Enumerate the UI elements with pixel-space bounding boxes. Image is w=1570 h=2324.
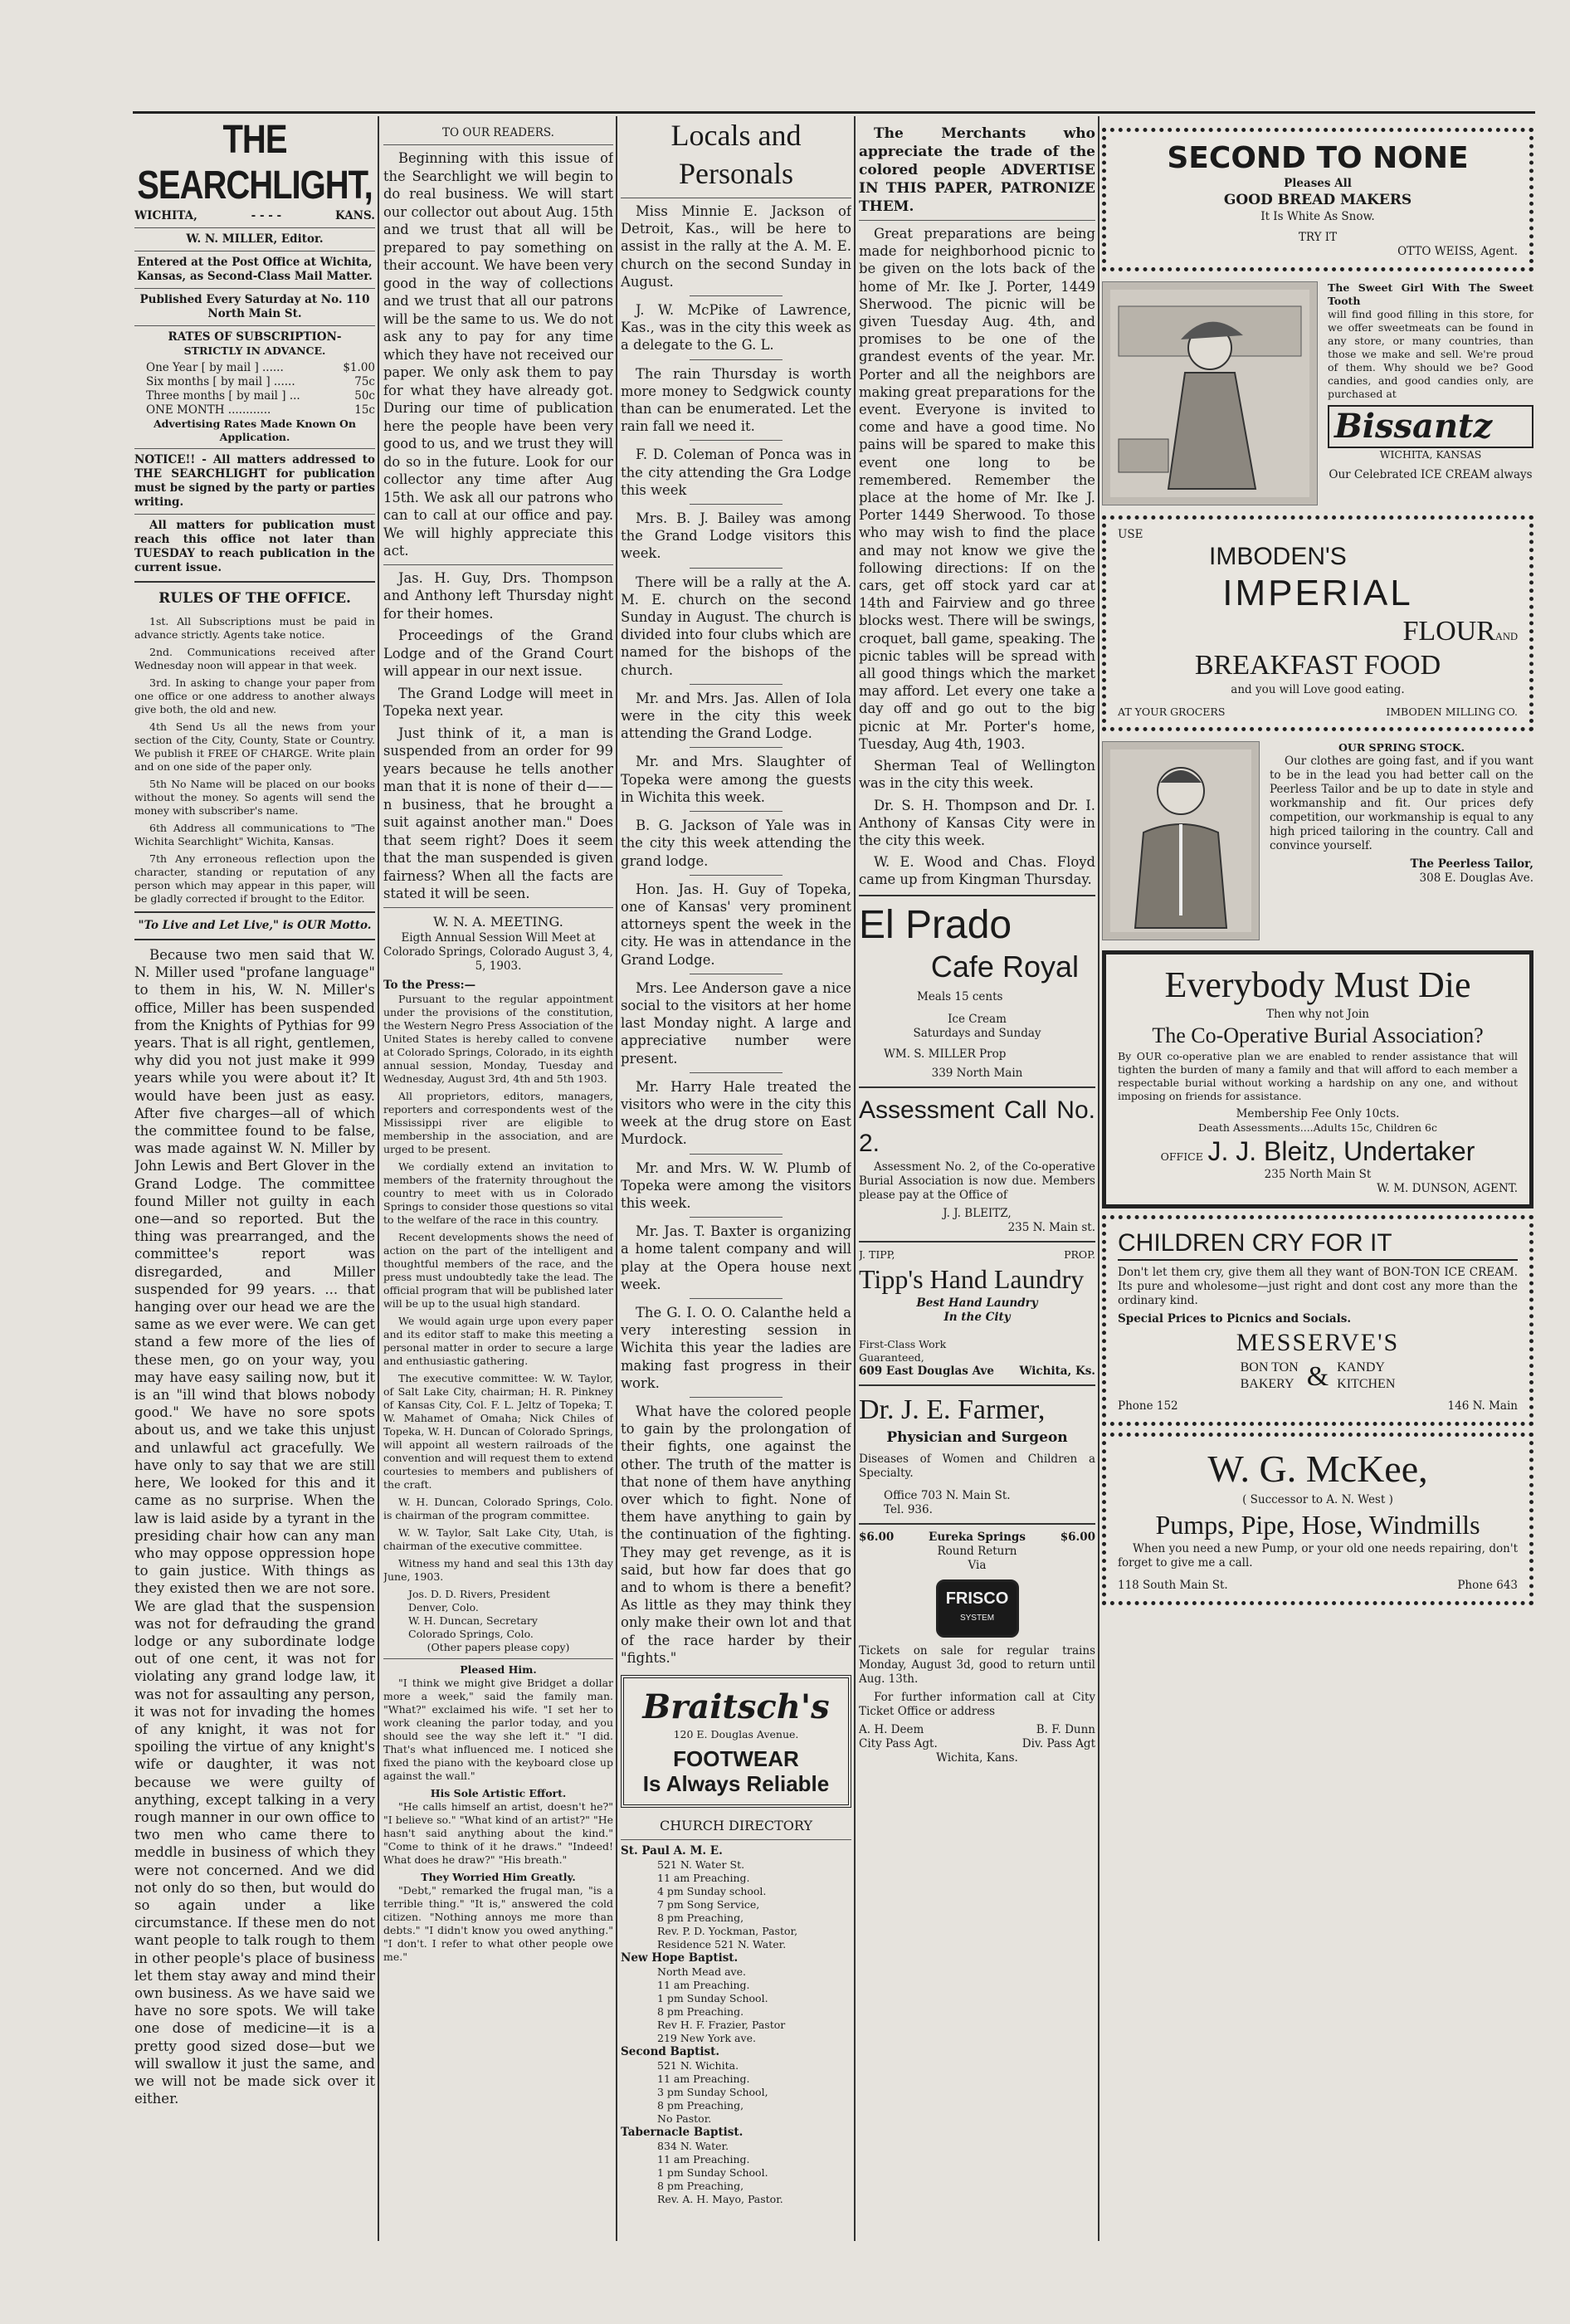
rule-item: 7th Any erroneous reflection upon the character, standing or reputation of any person which may appear in this paper, will be gladly corrected if brought to the Editor. xyxy=(134,852,375,905)
local-item: Miss Minnie E. Jackson of Detroit, Kas., will be here to assist in the rally at the A. M. E. church on the second Sunday in August. xyxy=(621,203,851,290)
tipp-sub2: In the City xyxy=(943,1310,1011,1324)
burial-ad xyxy=(1102,950,1533,1208)
meeting-paragraph: We would again urge upon every paper and its editor staff to make this meeting a personal matter in order to secure a large and enthusiastic gathering. xyxy=(383,1314,613,1367)
die-assessments: Death Assessments....Adults 15c, Children 6c xyxy=(1198,1121,1437,1134)
column-advertisements xyxy=(1102,116,1533,2241)
rule-item: 3rd. In asking to change your paper from one office or one address to another always give both, the old and new. xyxy=(134,676,375,715)
meeting-paragraph: W. W. Taylor, Salt Lake City, Utah, is chairman of the executive committee. xyxy=(383,1526,613,1552)
die-title: Everybody Must Die xyxy=(1164,964,1471,1005)
eureka-left-0: A. H. Deem xyxy=(859,1722,924,1736)
deadline-paragraph: All matters for publication must reach this office not later than TUESDAY to reach publication in the current issue. xyxy=(134,519,375,574)
church-name: Tabernacle Baptist. xyxy=(621,2126,744,2140)
prado-title: El Prado xyxy=(859,902,1012,947)
meeting-signature-line: Colorado Springs, Colo. xyxy=(408,1627,534,1640)
artistic-body: "He calls himself an artist, doesn't he?" "I believe so." "What kind of an artist?" "He hasn't said anything about the kind." "Come to think of it he draws." "Indeed! What does he draw?" "His breath." xyxy=(383,1799,613,1866)
note-teal: Sherman Teal of Wellington was in the city this week. xyxy=(859,758,1095,792)
tipp-address: 609 East Douglas Ave xyxy=(859,1364,994,1378)
church-directory xyxy=(621,1844,851,2206)
farmer-title: Dr. J. E. Farmer, xyxy=(859,1394,1046,1425)
sweet-name: Bissantz xyxy=(1328,405,1533,448)
pleased-title: Pleased Him. xyxy=(460,1662,537,1676)
masthead-location: WICHITA, - - - - KANS. xyxy=(134,209,375,222)
rules-title: RULES OF THE OFFICE. xyxy=(158,590,351,607)
note-suspension: Just think of it, a man is suspended from an order for 99 years because he tells another man that it is none of their d——n business, that he brought a suit against another man." Does that seem right? Does it seem that the man suspended is given fairness? When all the facts are stated it will be seen. xyxy=(383,725,613,901)
rate-row xyxy=(146,403,375,417)
church-line: 4 pm Sunday school. xyxy=(657,1885,767,1898)
rate-row xyxy=(146,389,375,403)
farmer-subtitle: Physician and Surgeon xyxy=(886,1428,1068,1446)
children-cry-ad xyxy=(1102,1215,1533,1426)
local-divider xyxy=(690,1154,782,1155)
rule-item: 1st. All Subscriptions must be paid in advance strictly. Agents take notice. xyxy=(134,615,375,641)
locals-list xyxy=(621,203,851,1667)
cry-body: Don't let them cry, give them all they want of BON-TON ICE CREAM. Its pure and wholesome—just right and dont cost any more than the ordinary kind. xyxy=(1118,1266,1518,1307)
meeting-signature-line: Denver, Colo. xyxy=(408,1600,479,1614)
assessment-ad xyxy=(859,1094,1095,1235)
published-notice: Published Every Saturday at No. 110 North Main St. xyxy=(139,293,370,320)
meeting-paragraph: W. H. Duncan, Colorado Springs, Colo. is chairman of the program committee. xyxy=(383,1495,613,1521)
tipp-title: Tipp's Hand Laundry xyxy=(859,1263,1085,1294)
farmer-ad xyxy=(859,1392,1095,1517)
church-line: 11 am Preaching. xyxy=(657,2153,750,2166)
local-item: Mr. Harry Hale treated the visitors who were in the city this week at the drug store on East Murdock. xyxy=(621,1078,851,1148)
tipp-line1: First-Class Work xyxy=(859,1337,947,1350)
church-line: 11 am Preaching. xyxy=(657,1979,750,1992)
local-item: The G. I. O. O. Calanthe held a very interesting session in Wichita this year the ladies are making fast progress in their work. xyxy=(621,1304,851,1391)
die-agent: W. M. DUNSON, AGENT. xyxy=(1377,1182,1518,1195)
column-rule-4 xyxy=(1098,116,1099,2241)
spring-body: Our clothes are going fast, and if you want to be in the lead you had better call on the Peerless Tailor and be up to date in style and workmanship and fit. Our prices defy competition, our workmanship is equal to any high priced tailoring in the country. Call and convince yourself. xyxy=(1270,754,1533,852)
meeting-to: To the Press:— xyxy=(383,978,476,992)
farmer-office: Office 703 N. Main St. xyxy=(884,1488,1011,1502)
eureka-right-1: Div. Pass Agt xyxy=(1021,1736,1095,1750)
rate-row xyxy=(146,375,375,389)
note-doctors: Dr. S. H. Thompson and Dr. I. Anthony of Kansas City were in the city this week. xyxy=(859,797,1095,848)
spring-address: 308 E. Douglas Ave. xyxy=(1419,872,1533,885)
meeting-body xyxy=(383,993,613,1584)
cry-title: CHILDREN CRY FOR IT xyxy=(1118,1228,1518,1261)
rate-row xyxy=(146,361,375,375)
cry-ampersand: & xyxy=(1306,1360,1329,1392)
church-line: Rev. A. H. Mayo, Pastor. xyxy=(657,2193,783,2206)
spring-tailor: The Peerless Tailor, xyxy=(1410,857,1533,871)
motto: "To Live and Let Live," is OUR Motto. xyxy=(138,919,372,932)
sweet-body: will find good filling in this store, for we offer sweetmeats can be found in any store, or many countries, than those we make and sell. We're proud of them. Why should we be? Good candies, and good candies only, are purchased at xyxy=(1328,308,1533,400)
imboden-love: and you will Love good eating. xyxy=(1231,683,1405,696)
local-divider xyxy=(690,440,782,441)
meeting-subtitle: Eigth Annual Session Will Meet at Colorado Springs, Colorado August 3, 4, 5, 1903. xyxy=(383,930,613,973)
rate-label: Three months [ by mail ] ... xyxy=(146,389,300,403)
tailor-illustration xyxy=(1102,741,1260,940)
meeting-paragraph: Witness my hand and seal this 13th day June, 1903. xyxy=(383,1556,613,1583)
frisco-name: FRISCO xyxy=(945,1589,1009,1608)
note-grand-lodge: The Grand Lodge will meet in Topeka next year. xyxy=(383,685,613,719)
prado-meals: Meals 15 cents xyxy=(917,989,1003,1003)
mckee-title: W. G. McKee, xyxy=(1207,1448,1428,1490)
church-name: Second Baptist. xyxy=(621,2045,720,2059)
local-divider xyxy=(690,295,782,296)
church-line: 11 am Preaching. xyxy=(657,1872,750,1885)
mckee-subtitle: ( Successor to A. N. West ) xyxy=(1242,1493,1393,1506)
imboden-and: AND xyxy=(1494,631,1518,642)
tipp-sub1: Best Hand Laundry xyxy=(916,1296,1038,1310)
rule-item: 2nd. Communications received after Wednesday noon will appear in that week. xyxy=(134,646,375,671)
farmer-specialty: Diseases of Women and Children a Specialty. xyxy=(859,1452,1095,1480)
sweet-city: WICHITA, KANSAS xyxy=(1379,448,1482,461)
rule-item: 5th No Name will be placed on our books without the money. So agents will send the money with subscriber's name. xyxy=(134,778,375,817)
tipp-prop-left: J. TIPP, xyxy=(859,1247,895,1261)
church-line: 8 pm Preaching, xyxy=(657,2099,744,2112)
local-divider xyxy=(690,747,782,748)
tailor-icon xyxy=(1110,749,1251,932)
meeting-paragraph: We cordially extend an invitation to members of the fraternity throughout the country to meet with us in Colorado Springs to consider those questions so vital to the welfare of the race in this country. xyxy=(383,1160,613,1226)
rate-label: One Year [ by mail ] ...... xyxy=(146,361,284,374)
local-item: F. D. Coleman of Ponca was in the city attending the Gra Lodge this week xyxy=(621,447,851,498)
eureka-right-0: B. F. Dunn xyxy=(1036,1722,1095,1736)
local-item: Mr. and Mrs. W. W. Plumb of Topeka were among the visitors this week. xyxy=(621,1160,851,1211)
local-item: Hon. Jas. H. Guy of Topeka, one of Kansas' very prominent attorneys spent the week in the city. He was in attendance in the Grand Lodge. xyxy=(621,881,851,968)
church-directory-title: CHURCH DIRECTORY xyxy=(659,1818,813,1834)
second-sub1: Pleases All xyxy=(1284,177,1352,190)
rates-subtitle: STRICTLY IN ADVANCE. xyxy=(183,344,326,357)
cry-kitchen: KITCHEN xyxy=(1337,1377,1396,1391)
note-wood: W. E. Wood and Chas. Floyd came up from Kingman Thursday. xyxy=(859,854,1095,888)
local-item: Mrs. B. J. Bailey was among the Grand Lodge visitors this week. xyxy=(621,510,851,562)
cry-bon-ton: BON TON xyxy=(1240,1360,1299,1374)
church-line: 7 pm Song Service, xyxy=(657,1898,760,1911)
locals-title: Locals and Personals xyxy=(670,119,802,190)
second-sub2: GOOD BREAD MAKERS xyxy=(1223,192,1412,208)
church-line: 1 pm Sunday School. xyxy=(657,1992,768,2005)
imboden-grocer: AT YOUR GROCERS xyxy=(1118,706,1226,718)
die-office: OFFICE xyxy=(1160,1150,1203,1163)
rule-item: 6th Address all communications to "The Wichita Searchlight" Wichita, Kansas. xyxy=(134,822,375,847)
second-agent: OTTO WEISS, Agent. xyxy=(1397,245,1518,258)
eureka-city: Wichita, Kans. xyxy=(936,1750,1018,1765)
eureka-body: Tickets on sale for regular trains Monday, August 3d, good to return until Aug. 13th. xyxy=(859,1643,1095,1686)
advertising-rates: Advertising Rates Made Known On Application. xyxy=(153,417,357,443)
sweet-girl-ad xyxy=(1102,281,1533,505)
prado-address: 339 North Main xyxy=(931,1066,1023,1080)
pleased-body: "I think we might give Bridget a dollar more a week," said the family man. "What?" exclaimed his wife. "I set her to work cleaning the parlor today, and you should see the way she left it." "I did. That's what influenced me. I noticed she fixed the piano with the keyboard close up against the wall." xyxy=(383,1676,613,1782)
sweet-girl-icon xyxy=(1110,290,1309,497)
meeting-copy: (Other papers please copy) xyxy=(427,1640,570,1653)
mckee-phone: Phone 643 xyxy=(1457,1579,1518,1592)
suspension-article: Because two men said that W. N. Miller used "profane language" to them in his, W. N. Miller's office, Miller has been suspended from the Knights of Pythias for 99 years. That is all right, gentlemen, why did you not just make it 999 years while you were about it? It would have been just as easy. After five charges—all of which the committee found to be false, was made against W. N. Miller by John Lewis and Bert Glover in the Grand Lodge. The committee found Miller not guilty in each one—and so reported. But the thing was prearranged, and the committee's report was disregarded, and Miller suspended for 99 years. ... that hanging over our head we are the same as we ever were. We can get stand a few more of the lies of these men, go on your way, you may have easy sailing now, but it is an "ill wind that blows nobody good." We have no sore spots about us, and we take this unjust and unlawful act gracefully. We have only to say that we are still here, We looked for this and it came as no surprise. When the law is laid aside by a tyrant in the presiding chair how can any man who may oppose oppression hope to gain justice. With things as they existed then we are not sore. We are glad that the suspension was not for defrauding the grand lodge or any subordinate lodge out of one cent, it was not for violating any grand lodge law, it was not for assaulting any person, it was not for invading the homes of any knight, it was not for spoiling the virtue of any knight's wife or daughter, it was not because we were guilty of anything, except talking in a very rough manner in our own office to two men who came there to meddle in business of which they were not concerned. And we did not only do so then, but would do so again under a like circumstance. If these men do not want people to talk rough to them in other people's place of business let them stay away and mind their own business. As we have said we have no sore spots. We will take one dose of medicine—it is a pretty good sized dose—but we will swallow it just the same, and we will not be made sick over it either. xyxy=(134,947,375,2107)
imboden-flour: FLOUR xyxy=(1402,616,1495,647)
sweet-girl-illustration xyxy=(1102,281,1318,505)
church-line: No Pastor. xyxy=(657,2112,712,2126)
local-item: The rain Thursday is worth more money to Sedgwick county than can be enumerated. Let the rain fall we need it. xyxy=(621,365,851,435)
top-rule xyxy=(133,111,1535,114)
column-masthead xyxy=(134,116,375,2241)
note-proceedings: Proceedings of the Grand Lodge and of the Grand Court will appear in our next issue. xyxy=(383,627,613,679)
rate-price: $1.00 xyxy=(343,361,375,374)
editor-line: W. N. MILLER, Editor. xyxy=(186,232,324,246)
to-readers-title: TO OUR READERS. xyxy=(442,126,554,139)
farmer-tel: Tel. 936. xyxy=(884,1502,933,1516)
imboden-use: USE xyxy=(1118,528,1143,541)
church-line: 8 pm Preaching, xyxy=(657,2180,744,2193)
eureka-round: Round Return xyxy=(937,1544,1017,1558)
church-line: 521 N. Water St. xyxy=(657,1858,745,1872)
meeting-paragraph: Recent developments shows the need of action on the part of the intelligent and thoughtful members of the race, and the press must undoubtedly take the lead. The official program that will be published later will be up to the usual high standard. xyxy=(383,1230,613,1310)
assessment-address: 235 N. Main st. xyxy=(1007,1220,1095,1234)
local-item: What have the colored people to gain by the prolongation of their fights, one against the other. The truth of the matter is that none of them have anything over which to fight. None of them have anything to gain by the continuation of the fighting. They may get revenge, as it is said, but how far does that go and to whom is there a benefit? As little as they may think they only make their own lot and that of the race harder by their "fights." xyxy=(621,1403,851,1666)
masthead-title: THE SEARCHLIGHT, xyxy=(137,118,373,208)
church-line: 1 pm Sunday School. xyxy=(657,2166,768,2180)
second-to-none-ad xyxy=(1102,128,1533,271)
sweet-ice: Our Celebrated ICE CREAM always xyxy=(1329,468,1533,481)
imboden-breakfast: BREAKFAST FOOD xyxy=(1194,650,1441,681)
artistic-title: His Sole Artistic Effort. xyxy=(430,1786,567,1799)
local-divider xyxy=(690,504,782,505)
local-divider xyxy=(690,1397,782,1398)
braitsch-line2: Is Always Reliable xyxy=(642,1771,830,1797)
church-line: North Mead ave. xyxy=(657,1965,746,1979)
local-divider xyxy=(690,875,782,876)
masthead-city: WICHITA, xyxy=(134,209,197,222)
tipp-ad xyxy=(859,1248,1095,1379)
local-divider xyxy=(690,684,782,685)
prado-ice: Ice Cream xyxy=(948,1012,1007,1026)
church-line: 8 pm Preaching, xyxy=(657,1911,744,1925)
church-line: Rev H. F. Frazier, Pastor xyxy=(657,2019,786,2032)
local-divider xyxy=(690,1217,782,1218)
church-line: 8 pm Preaching. xyxy=(657,2005,744,2019)
cry-special: Special Prices to Picnics and Socials. xyxy=(1118,1312,1352,1326)
to-readers-body: Beginning with this issue of the Searchlight we will begin to do real business. We will start our collector out about Aug. 15th and we trust that all will be prepared to pay something on their account. We have been very good in the way of collections and we trust that all our patrons will be the same to us. We do not ask any to pay for any time which they have not received our paper. We only ask them to pay for what they have already got. During our time of publication here the people have been very good to us, and we trust they will do so in the future. Look for our collector any time after Aug 15th. We ask all our patrons who can to call at our office and pay. We will highly appreciate this act. xyxy=(383,150,613,559)
tipp-prop-right: PROP. xyxy=(1064,1247,1095,1261)
church-line: 219 New York ave. xyxy=(657,2032,756,2045)
meeting-paragraph: All proprietors, editors, managers, reporters and correspondents west of the Mississippi river are eligible to membership in the association, and are urged to be present. xyxy=(383,1089,613,1155)
frisco-logo xyxy=(936,1579,1019,1638)
entered-notice: Entered at the Post Office at Wichita, Kansas, as Second-Class Mail Matter. xyxy=(137,256,373,283)
merchants-notice: The Merchants who appreciate the trade of the colored people ADVERTISE IN THIS PAPER, PATRONIZE THEM. xyxy=(859,125,1095,215)
meeting-signatures xyxy=(383,1588,613,1641)
church-line: Rev. P. D. Yockman, Pastor, xyxy=(657,1925,798,1938)
die-address: 235 North Main St xyxy=(1264,1168,1372,1181)
assessment-body: Assessment No. 2, of the Co-operative Burial Association is now due. Members please pay at the Office of xyxy=(859,1160,1095,1202)
local-item: Mrs. Lee Anderson gave a nice social to the visitors at her home last Monday night. A large and appreciative number were present. xyxy=(621,979,851,1067)
column-news-ads xyxy=(859,116,1095,2241)
eureka-ad xyxy=(859,1531,1095,1765)
rate-label: Six months [ by mail ] ...... xyxy=(146,375,295,388)
second-sub3: It Is White As Snow. xyxy=(1260,210,1375,223)
local-item: J. W. McPike of Lawrence, Kas., was in the city this week as a delegate to the G. L. xyxy=(621,302,851,354)
braitsch-name: Braitsch's xyxy=(642,1687,830,1727)
second-title: SECOND TO NONE xyxy=(1167,141,1469,175)
frisco-system: SYSTEM xyxy=(959,1613,995,1623)
local-item: Mr. and Mrs. Slaughter of Topeka were among the guests in Wichita this week. xyxy=(621,754,851,805)
rates-title: RATES OF SUBSCRIPTION- xyxy=(168,330,342,344)
cry-address: 146 N. Main xyxy=(1447,1399,1518,1413)
meeting-paragraph: The executive committee: W. W. Taylor, of Salt Lake City, chairman; H. R. Pinkney of Kansas City, Col. F. L. Jeltz of Topeka; T. W. Mahamet of Omaha; Nick Chiles of Topeka, W. H. Duncan of Colorado Springs, will appoint all western railroads of the convention and will request them to extend courtesies to members and publishers of the craft. xyxy=(383,1371,613,1491)
picnic-article: Great preparations are being made for neighborhood picnic to be given on the lots back of the home of Mr. Ike J. Porter, 1449 Sherwood. The picnic will be given Tuesday Aug. 4th, and promises to be one of the grandest events of the year. Mr. Porter and all the neighbors are making great preparations for the event. Everyone is invited to come and have a good time. No pains will be spared to make this event one long to be remembered. Remember the place at the home of Mr. Ike J. Porter 1449 Sherwood. To those who may wish to find the place and may not know we give the following directions: If on the cars, get off stock yard car at 14th and Fairview and go three blocks west. There will be swings, croquet, ball game, speaking. The picnic tables will be spread with all good things which the market may afford. Let every one take a day off and go out to the big picnic at Mr. Porter's home, Tuesday, Aug 4th, 1903. xyxy=(859,226,1095,752)
mckee-line: Pumps, Pipe, Hose, Windmills xyxy=(1155,1510,1480,1540)
die-body: By OUR co-operative plan we are enabled to render assistance that will tighten the burden of many a family and that will afford to each member a respectable burial without working a hardship on any one, and without imposing on friends for assistance. xyxy=(1118,1050,1518,1102)
rates-list xyxy=(146,361,375,417)
cry-bakery: BAKERY xyxy=(1240,1377,1295,1391)
church-line: 521 N. Wichita. xyxy=(657,2059,739,2073)
column-rule-3 xyxy=(854,116,856,2241)
eureka-via: Via xyxy=(968,1558,987,1572)
cry-kandy: KANDY xyxy=(1337,1360,1385,1374)
meeting-signature-line: W. H. Duncan, Secretary xyxy=(408,1614,538,1627)
meeting-title: W. N. A. MEETING. xyxy=(433,913,563,930)
column-locals xyxy=(621,116,851,2241)
note-guy: Jas. H. Guy, Drs. Thompson and Anthony left Thursday night for their homes. xyxy=(383,569,613,622)
cry-name: MESSERVE'S xyxy=(1236,1329,1400,1356)
local-divider xyxy=(690,1298,782,1299)
church-name: New Hope Baptist. xyxy=(621,1951,739,1965)
eureka-price-right: $6.00 xyxy=(1060,1530,1095,1544)
local-item: B. G. Jackson of Yale was in the city this week attending the grand lodge. xyxy=(621,818,851,869)
rate-price: 15c xyxy=(354,403,375,417)
church-line: 834 N. Water. xyxy=(657,2140,729,2153)
rate-price: 75c xyxy=(354,375,375,388)
prado-prop: WM. S. MILLER Prop xyxy=(884,1047,1007,1061)
notice-paragraph: NOTICE!! - All matters addressed to THE SEARCHLIGHT for publication must be signed by the party or parties writing. xyxy=(134,453,375,509)
church-name: St. Paul A. M. E. xyxy=(621,1844,723,1858)
second-try: TRY IT xyxy=(1298,231,1338,244)
die-name: J. J. Bleitz, Undertaker xyxy=(1207,1136,1475,1166)
die-fee: Membership Fee Only 10cts. xyxy=(1236,1107,1400,1120)
die-subtitle: Then why not Join xyxy=(1266,1008,1369,1021)
imboden-imperial: IMPERIAL xyxy=(1222,573,1413,613)
assessment-name: J. J. BLEITZ, xyxy=(943,1206,1012,1220)
braitsch-ad xyxy=(621,1675,851,1808)
imboden-ad xyxy=(1102,515,1533,731)
column-rule-1 xyxy=(378,116,379,2241)
local-item: There will be a rally at the A. M. E. church on the second Sunday in August. The church is divided into four clubs which are named for the bishops of the church. xyxy=(621,574,851,678)
imboden-name: IMBODEN'S xyxy=(1209,543,1347,570)
spring-stock-ad xyxy=(1102,741,1533,940)
mckee-ad xyxy=(1102,1433,1533,1605)
spring-title: OUR SPRING STOCK. xyxy=(1338,741,1465,754)
imboden-company: IMBODEN MILLING CO. xyxy=(1386,706,1518,718)
mckee-body: When you need a new Pump, or your old one needs repairing, don't forget to give me a call. xyxy=(1118,1542,1518,1570)
worried-body: "Debt," remarked the frugal man, "is a terrible thing." "It is," answered the cold citizen. "Nothing annoys me more than debts." "I didn't know you owed anything." "I don't. I refer to what other people owe me." xyxy=(383,1883,613,1963)
local-divider xyxy=(690,568,782,569)
column-rule-2 xyxy=(616,116,617,2241)
local-item: Mr. and Mrs. Jas. Allen of Iola were in the city this week attending the Grand Lodge. xyxy=(621,690,851,742)
local-divider xyxy=(690,811,782,812)
eureka-title: Eureka Springs xyxy=(929,1530,1026,1544)
cry-phone: Phone 152 xyxy=(1118,1399,1178,1413)
rate-price: 50c xyxy=(354,389,375,403)
prado-subtitle: Cafe Royal xyxy=(930,949,1079,984)
meeting-signature-line: Jos. D. D. Rivers, President xyxy=(408,1587,550,1600)
braitsch-line1: FOOTWEAR xyxy=(673,1746,799,1772)
sweet-title: The Sweet Girl With The Sweet Tooth xyxy=(1328,281,1533,307)
rate-label: ONE MONTH ............ xyxy=(146,403,271,417)
rules-list xyxy=(134,615,375,906)
tipp-line2: Guaranteed, xyxy=(859,1350,924,1364)
masthead-state: KANS. xyxy=(335,209,375,222)
church-line: Residence 521 N. Water. xyxy=(657,1938,787,1951)
assessment-title: Assessment Call No. 2. xyxy=(859,1096,1095,1157)
eureka-info: For further information call at City Ticket Office or address xyxy=(859,1690,1095,1718)
rule-item: 4th Send Us all the news from your section of the City, County, State or Country. We publish it FREE OF CHARGE. Write plain and on one side of the paper only. xyxy=(134,720,375,773)
prado-days: Saturdays and Sunday xyxy=(913,1026,1041,1040)
local-item: Mr. Jas. T. Baxter is organizing a home talent company and will play at the Opera house next week. xyxy=(621,1223,851,1292)
die-association: The Co-Operative Burial Association? xyxy=(1152,1023,1484,1047)
braitsch-address: 120 E. Douglas Avenue. xyxy=(673,1728,799,1741)
eureka-left-1: City Pass Agt. xyxy=(859,1736,938,1750)
mckee-address: 118 South Main St. xyxy=(1118,1579,1228,1592)
eureka-price-left: $6.00 xyxy=(859,1530,895,1544)
el-prado-ad xyxy=(859,902,1095,1081)
church-line: 11 am Preaching. xyxy=(657,2073,750,2086)
worried-title: They Worried Him Greatly. xyxy=(421,1870,576,1883)
meeting-paragraph: Pursuant to the regular appointment under the provisions of the constitution, the Western Negro Press Association of the United States is hereby called to convene at Colorado Springs, Colorado, in its eighth annual session, Monday, Tuesday and Wednesday, August 3rd, 4th and 5th 1903. xyxy=(383,992,613,1085)
local-divider xyxy=(690,359,782,360)
church-line: 3 pm Sunday School, xyxy=(657,2086,768,2099)
local-divider xyxy=(690,1072,782,1073)
tipp-city: Wichita, Ks. xyxy=(1019,1364,1095,1378)
column-editorial xyxy=(383,116,613,2241)
